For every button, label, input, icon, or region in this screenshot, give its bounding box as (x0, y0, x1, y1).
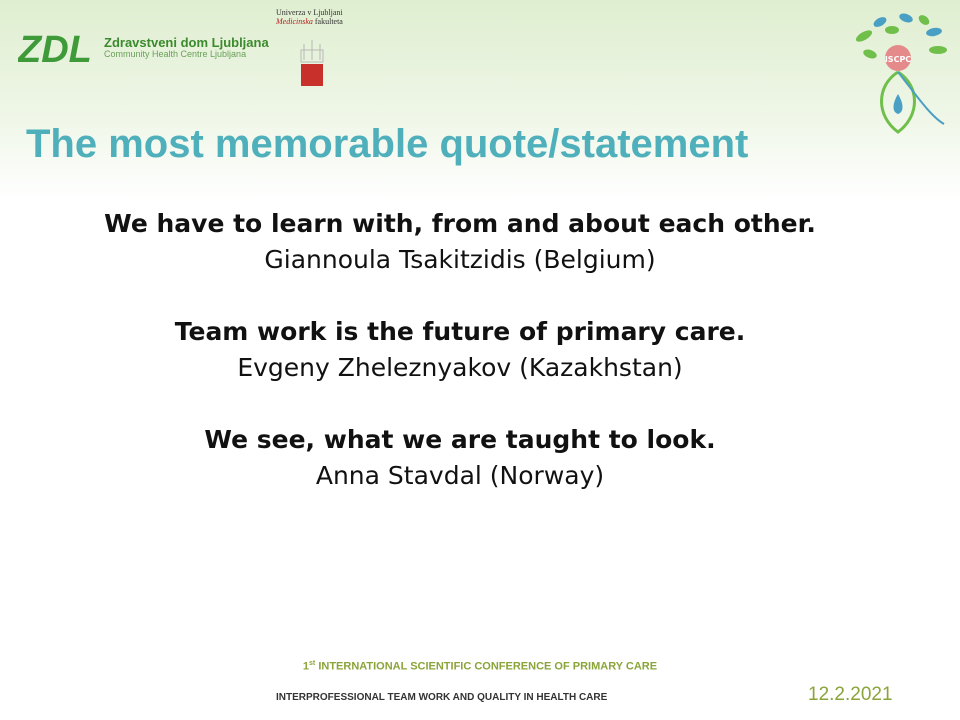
conference-ordinal-suffix: st (309, 660, 316, 667)
quote-author: Evgeny Zheleznyakov (Kazakhstan) (237, 353, 683, 382)
slide-title: The most memorable quote/statement (26, 122, 749, 166)
slide-date: 12.2.2021 (808, 684, 893, 705)
zdl-subtitle: Community Health Centre Ljubljana (104, 49, 247, 60)
conference-ordinal: 1 (302, 660, 310, 673)
conference-name (0, 660, 960, 673)
quote-list (0, 206, 920, 530)
university-name: Univerza v Ljubljani (276, 8, 343, 17)
quote-item (0, 314, 920, 386)
faculty-word: fakulteta (314, 17, 343, 27)
university-crest-icon (299, 40, 325, 88)
quote-text: We see, what we are taught to look. (204, 425, 716, 454)
svg-text:ZDL: ZDL (18, 29, 92, 68)
quote-author: Giannoula Tsakitzidis (Belgium) (264, 245, 656, 274)
quote-item (0, 422, 920, 494)
faculty-name: Medicinska (276, 17, 313, 27)
iscpc-label: ISCPC (884, 55, 912, 64)
zdl-name: Zdravstveni dom Ljubljana (104, 34, 269, 50)
quote-text: Team work is the future of primary care. (174, 317, 746, 346)
university-logo (276, 8, 343, 26)
quote-text: We have to learn with, from and about each other. (104, 209, 816, 238)
conference-theme: INTERPROFESSIONAL TEAM WORK AND QUALITY IN HEALTH CARE (276, 692, 608, 703)
quote-item (0, 206, 920, 278)
zdl-logo (18, 28, 269, 68)
iscpc-logo-icon (848, 6, 952, 146)
quote-author: Anna Stavdal (Norway) (315, 461, 605, 490)
zdl-logo-icon (18, 28, 98, 68)
conference-title: INTERNATIONAL SCIENTIFIC CONFERENCE OF PRIMARY CARE (315, 660, 658, 673)
